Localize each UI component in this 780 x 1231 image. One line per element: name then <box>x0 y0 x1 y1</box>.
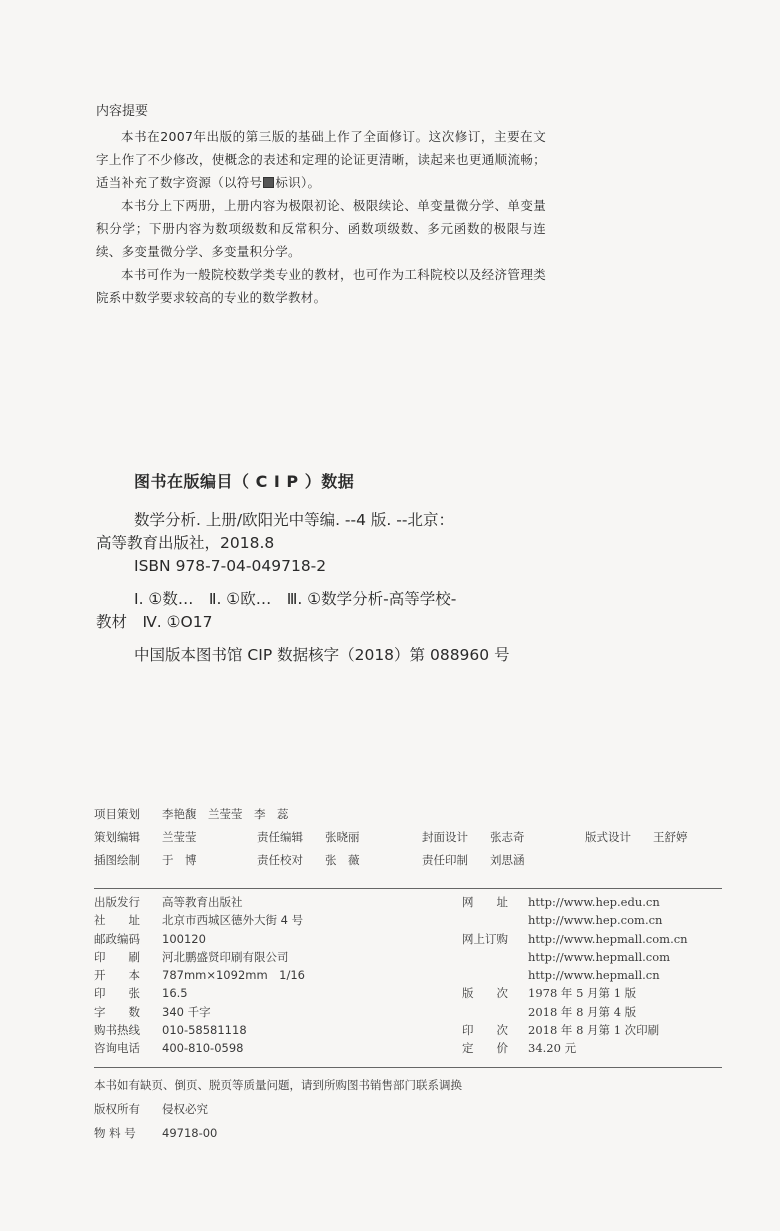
summary-paragraph-3: 本书可作为一般院校数学类专业的教材，也可作为工科院校以及经济管理类院系中数学要求较高的专业的数学教材。 <box>96 267 546 305</box>
duty-editor-label: 责任编辑 <box>257 830 303 844</box>
staff-row-3 <box>94 849 734 872</box>
publication-info <box>94 893 724 1063</box>
publication-row <box>462 984 724 1002</box>
publication-label: 版 次 <box>462 986 508 1001</box>
cip-block <box>96 470 556 667</box>
content-summary <box>96 100 546 309</box>
publication-label: 印 张 <box>94 986 140 1001</box>
publication-value: 340 千字 <box>162 1004 211 1019</box>
footer-notice-row <box>94 1073 724 1097</box>
divider-bottom <box>94 1067 722 1068</box>
footer-info <box>94 1073 724 1145</box>
publication-right-column <box>462 893 724 1058</box>
publication-value: 787mm×1092mm 1/16 <box>162 968 305 983</box>
summary-p1-tail: 标识）。 <box>275 175 321 190</box>
publication-value: http://www.hepmall.com <box>528 949 671 964</box>
publication-value: 2018 年 8 月第 4 版 <box>528 1004 637 1019</box>
cip-line-isbn: ISBN 978-7-04-049718-2 <box>134 557 327 575</box>
summary-paragraph-1 <box>96 125 546 194</box>
illustration-value: 于 博 <box>162 853 197 867</box>
cip-line-classification-cont: 教材 Ⅳ. ①O17 <box>96 613 213 631</box>
proofreading-value: 张 薇 <box>325 853 360 867</box>
publication-value: 北京市西城区德外大街 4 号 <box>162 913 304 928</box>
summary-p1-text: 本书在2007年出版的第三版的基础上作了全面修订。这次修订，主要在文字上作了不少修改，使概念的表述和定理的论证更清晰，读起来也更通顺流畅；适当补充了数字资源（以符号 <box>96 129 546 190</box>
publication-row <box>462 893 724 911</box>
printing-duty-value: 刘思涵 <box>490 853 525 867</box>
publication-value: 2018 年 8 月第 1 次印刷 <box>528 1023 660 1038</box>
publication-value: 河北鹏盛贤印刷有限公司 <box>162 949 289 964</box>
publication-value: 1978 年 5 月第 1 版 <box>528 986 637 1001</box>
publication-label: 出版发行 <box>94 895 140 909</box>
publication-value: http://www.hepmall.cn <box>528 968 660 983</box>
quality-notice: 本书如有缺页、倒页、脱页等质量问题，请到所购图书销售部门联系调换 <box>94 1078 462 1092</box>
staff-row-2 <box>94 826 734 849</box>
cip-line-title: 数学分析. 上册/欧阳光中等编. --4 版. --北京： <box>134 511 454 529</box>
publication-row <box>462 930 724 948</box>
publication-row <box>462 1021 724 1039</box>
publication-value: http://www.hep.edu.cn <box>528 895 660 909</box>
copyright-label: 版权所有 <box>94 1102 140 1116</box>
project-value: 李艳馥 兰莹莹 李 蕊 <box>162 807 289 821</box>
publication-row <box>462 1039 724 1057</box>
publication-value: 16.5 <box>162 986 188 1001</box>
publication-value: 400-810-0598 <box>162 1041 244 1056</box>
planning-editor-value: 兰莹莹 <box>162 830 197 844</box>
duty-editor-value: 张晓丽 <box>325 830 360 844</box>
publication-value: http://www.hep.com.cn <box>528 913 663 928</box>
printing-duty-label: 责任印制 <box>422 853 468 867</box>
publication-label: 社 址 <box>94 913 140 928</box>
copyright-value: 侵权必究 <box>162 1102 208 1116</box>
publication-label: 开 本 <box>94 968 140 983</box>
staff-credits <box>94 803 734 872</box>
publication-label: 咨询电话 <box>94 1041 140 1056</box>
publication-value: http://www.hepmall.com.cn <box>528 931 688 946</box>
publication-row <box>462 948 724 966</box>
footer-copyright-row <box>94 1097 724 1121</box>
publication-value: 010-58581118 <box>162 1023 247 1038</box>
publication-label: 网上订购 <box>462 931 508 946</box>
publication-label: 字 数 <box>94 1004 140 1019</box>
publication-label: 印 刷 <box>94 949 140 964</box>
publication-value: 34.20 元 <box>528 1041 577 1056</box>
material-label: 物 料 号 <box>94 1126 136 1140</box>
cip-heading: 图书在版编目（ C I P ）数据 <box>134 472 355 491</box>
material-value: 49718-00 <box>162 1126 218 1140</box>
publication-label: 网 址 <box>462 895 508 909</box>
layout-design-label: 版式设计 <box>585 830 631 844</box>
publication-value: 100120 <box>162 931 206 946</box>
publication-label: 定 价 <box>462 1041 508 1056</box>
illustration-label: 插图绘制 <box>94 853 140 867</box>
cip-line-classification: Ⅰ. ①数… Ⅱ. ①欧… Ⅲ. ①数学分析-高等学校- <box>134 590 457 608</box>
staff-row-1 <box>94 803 734 826</box>
cip-line-record-number: 中国版本图书馆 CIP 数据核字（2018）第 088960 号 <box>134 646 510 664</box>
cover-design-value: 张志奇 <box>490 830 525 844</box>
summary-paragraph-2: 本书分上下两册，上册内容为极限初论、极限续论、单变量微分学、单变量积分学；下册内容为数项级数和反常积分、函数项级数、多元函数的极限与连续、多变量微分学、多变量积分学。 <box>96 198 546 259</box>
publication-value: 高等教育出版社 <box>162 895 243 909</box>
cover-design-label: 封面设计 <box>422 830 468 844</box>
publication-label: 购书热线 <box>94 1023 140 1038</box>
publication-label: 邮政编码 <box>94 931 140 946</box>
project-label: 项目策划 <box>94 807 140 821</box>
publication-label: 印 次 <box>462 1023 508 1038</box>
planning-editor-label: 策划编辑 <box>94 830 140 844</box>
publication-row <box>462 911 724 929</box>
layout-design-value: 王舒婷 <box>653 830 688 844</box>
cip-line-publisher: 高等教育出版社，2018.8 <box>96 534 275 552</box>
publication-row <box>462 966 724 984</box>
digital-resource-icon <box>263 177 274 188</box>
summary-heading: 内容提要 <box>96 104 149 119</box>
proofreading-label: 责任校对 <box>257 853 303 867</box>
publication-row <box>462 1003 724 1021</box>
divider-top <box>94 888 722 889</box>
footer-material-row <box>94 1121 724 1145</box>
